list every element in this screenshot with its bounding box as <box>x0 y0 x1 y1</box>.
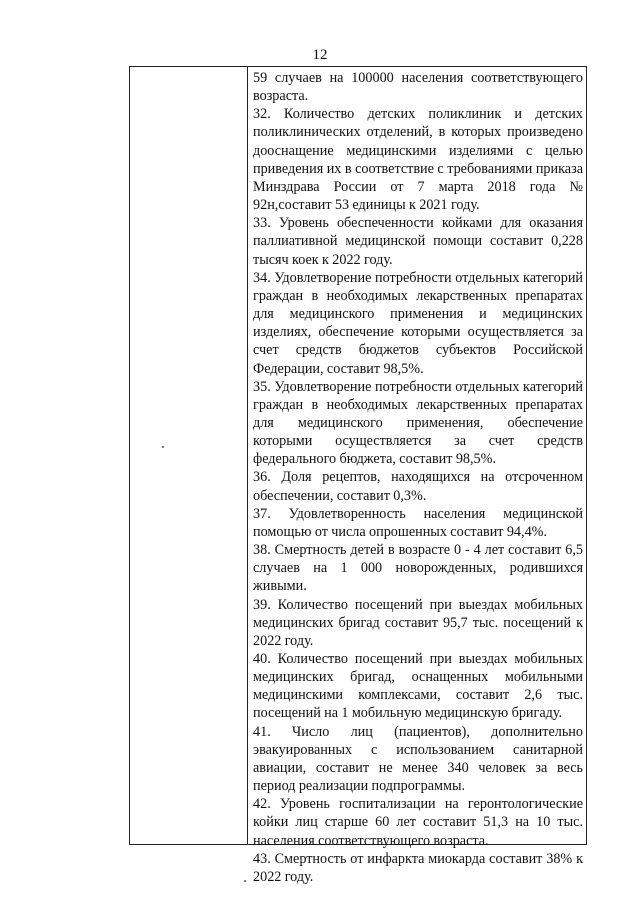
indicator-table <box>129 66 587 885</box>
indicator-paragraph: 36. Доля рецептов, находящихся на отсроченном обеспечении, составит 0,3%. <box>253 469 583 504</box>
indicator-paragraph: 59 случаев на 100000 населения соответствующего возраста. <box>253 70 583 105</box>
indicator-paragraph: 41. Число лиц (пациентов), дополнительно эвакуированных с использованием санитарной авиации, составит не менее 340 человек за весь период реализации подпрограммы. <box>253 723 583 795</box>
right-column-cell <box>253 69 583 886</box>
indicator-paragraph: 38. Смертность детей в возрасте 0 - 4 лет составит 6,5 случаев на 1 000 новорожденных, родившихся живыми. <box>253 542 583 595</box>
indicator-paragraph: 39. Количество посещений при выездах мобильных медицинских бригад составит 95,7 тыс. посещений к 2022 году. <box>253 596 583 649</box>
page-number: 12 <box>312 47 328 63</box>
indicator-paragraph: 34. Удовлетворение потребности отдельных категорий граждан в необходимых лекарственных препаратах для медицинского применения и медицинских изделиях, обеспечение которыми осуществляется за счет средств бюджетов субъектов Российской Федерации, составит 98,5%. <box>253 269 583 377</box>
indicator-paragraph: 42. Уровень госпитализации на геронтологические койки лиц старше 60 лет составит 51,3 на 10 тыс. населения соответствующего возраста. <box>253 796 583 849</box>
indicator-paragraph: 32. Количество детских поликлиник и детских поликлинических отделений, в которых произведено дооснащение медицинскими изделиями с целью приведения их в соответствие с требованиями приказа Минздрава России от 7 марта 2018 года № 92н,составит 53 единицы к 2021 году. <box>253 106 583 214</box>
indicator-paragraph: 43. Смертность от инфаркта миокарда составит 38% к 2022 году. <box>253 850 583 885</box>
indicator-paragraph: 33. Уровень обеспеченности койками для оказания паллиативной медицинской помощи составит 0,228 тысяч коек к 2022 году. <box>253 215 583 268</box>
scan-speck <box>244 880 246 882</box>
indicator-paragraph: 37. Удовлетворенность населения медицинской помощью от числа опрошенных составит 94,4%. <box>253 505 583 540</box>
scan-speck <box>162 446 164 448</box>
indicator-paragraph: 35. Удовлетворение потребности отдельных категорий граждан в необходимых лекарственных препаратах для медицинского применения, обеспечение которыми осуществляется за счет средств федерального бюджета, составит 98,5%. <box>253 378 583 468</box>
left-column-cell <box>130 67 247 844</box>
column-divider <box>247 67 248 844</box>
indicator-paragraph: 40. Количество посещений при выездах мобильных медицинских бригад, оснащенных мобильными медицинскими комплексами, составит 2,6 тыс. посещений на 1 мобильную медицинскую бригаду. <box>253 651 583 722</box>
